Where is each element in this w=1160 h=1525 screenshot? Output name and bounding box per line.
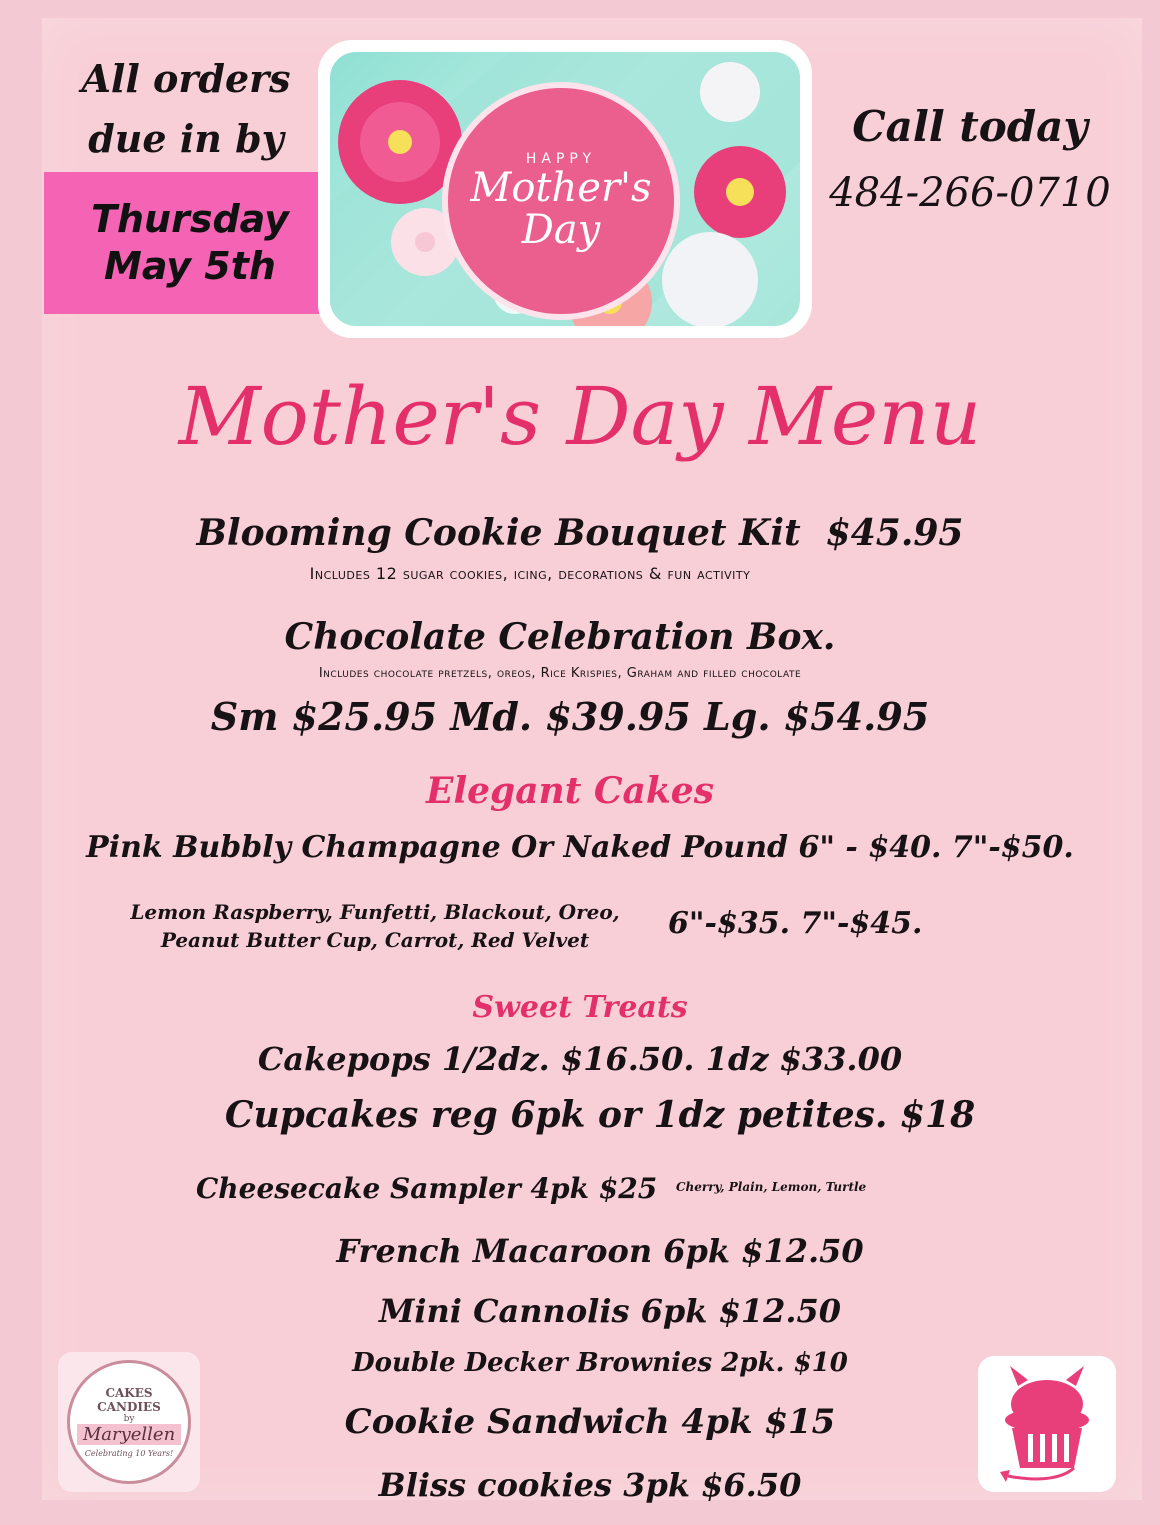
treat-cakepops: Cakepops 1/2dz. $16.50. 1dz $33.00 bbox=[257, 1040, 903, 1078]
page-title: Mother's Day Menu bbox=[178, 370, 982, 463]
logo-line-2: CANDIES bbox=[97, 1400, 161, 1414]
deadline-date: May 5th bbox=[104, 244, 276, 288]
deadline-box bbox=[44, 172, 336, 314]
cakes-line-1: Pink Bubbly Champagne Or Naked Pound 6" - $40. 7"-$50. bbox=[86, 830, 1074, 865]
chocolate-box-prices: Sm $25.95 Md. $39.95 Lg. $54.95 bbox=[210, 694, 930, 739]
cake-flavors-line-1: Lemon Raspberry, Funfetti, Blackout, Oreo, bbox=[130, 900, 620, 924]
treat-cheesecake: Cheesecake Sampler 4pk $25 bbox=[196, 1172, 658, 1205]
mothers-day-banner bbox=[318, 40, 812, 338]
chocolate-box-note: Includes chocolate pretzels, oreos, Rice Krispies, Graham and filled chocolate bbox=[318, 666, 802, 681]
cake-flavors-prices: 6"-$35. 7"-$45. bbox=[668, 906, 923, 941]
bouquet-price: $45.95 bbox=[825, 512, 964, 554]
devil-cupcake-icon bbox=[978, 1356, 1116, 1492]
treat-cheesecake-flavors: Cherry, Plain, Lemon, Turtle bbox=[676, 1180, 867, 1194]
call-phone[interactable]: 484-266-0710 bbox=[829, 170, 1111, 216]
bouquet-name: Blooming Cookie Bouquet Kit bbox=[196, 512, 801, 554]
logo-line-3: by bbox=[123, 1414, 135, 1424]
treat-bliss: Bliss cookies 3pk $6.50 bbox=[378, 1466, 802, 1504]
bakery-logo-badge bbox=[67, 1360, 191, 1484]
cupcake-logo bbox=[978, 1356, 1116, 1492]
treat-cupcakes: Cupcakes reg 6pk or 1dz petites. $18 bbox=[224, 1094, 976, 1136]
banner-background bbox=[330, 52, 800, 326]
deadline-day: Thursday bbox=[91, 196, 289, 241]
treat-cannolis: Mini Cannolis 6pk $12.50 bbox=[378, 1292, 842, 1330]
chocolate-box-name: Chocolate Celebration Box. bbox=[284, 616, 836, 658]
logo-line-4: Maryellen bbox=[77, 1424, 181, 1445]
treats-heading: Sweet Treats bbox=[472, 990, 688, 1025]
banner-day: Day bbox=[521, 207, 601, 253]
bouquet-item bbox=[0, 512, 1160, 554]
cake-flavors-line-2: Peanut Butter Cup, Carrot, Red Velvet bbox=[160, 928, 590, 952]
logo-line-5: Celebrating 10 Years! bbox=[84, 1449, 174, 1458]
bakery-logo bbox=[58, 1352, 200, 1492]
cakes-heading: Elegant Cakes bbox=[426, 770, 714, 812]
treat-macaroon: French Macaroon 6pk $12.50 bbox=[336, 1232, 864, 1270]
banner-mothers: Mother's bbox=[470, 165, 652, 211]
orders-line-2: due in by bbox=[88, 116, 284, 161]
call-label: Call today bbox=[852, 102, 1088, 151]
treat-cookie-sandwich: Cookie Sandwich 4pk $15 bbox=[344, 1402, 836, 1442]
bouquet-note: Includes 12 sugar cookies, icing, decorations & fun activity bbox=[309, 564, 751, 583]
orders-line-1: All orders bbox=[81, 56, 291, 101]
banner-happy: HAPPY bbox=[525, 151, 597, 167]
banner-circle bbox=[442, 82, 680, 320]
cake-flavors bbox=[100, 898, 650, 954]
treat-brownies: Double Decker Brownies 2pk. $10 bbox=[352, 1348, 848, 1378]
logo-line-1: CAKES bbox=[105, 1386, 153, 1400]
